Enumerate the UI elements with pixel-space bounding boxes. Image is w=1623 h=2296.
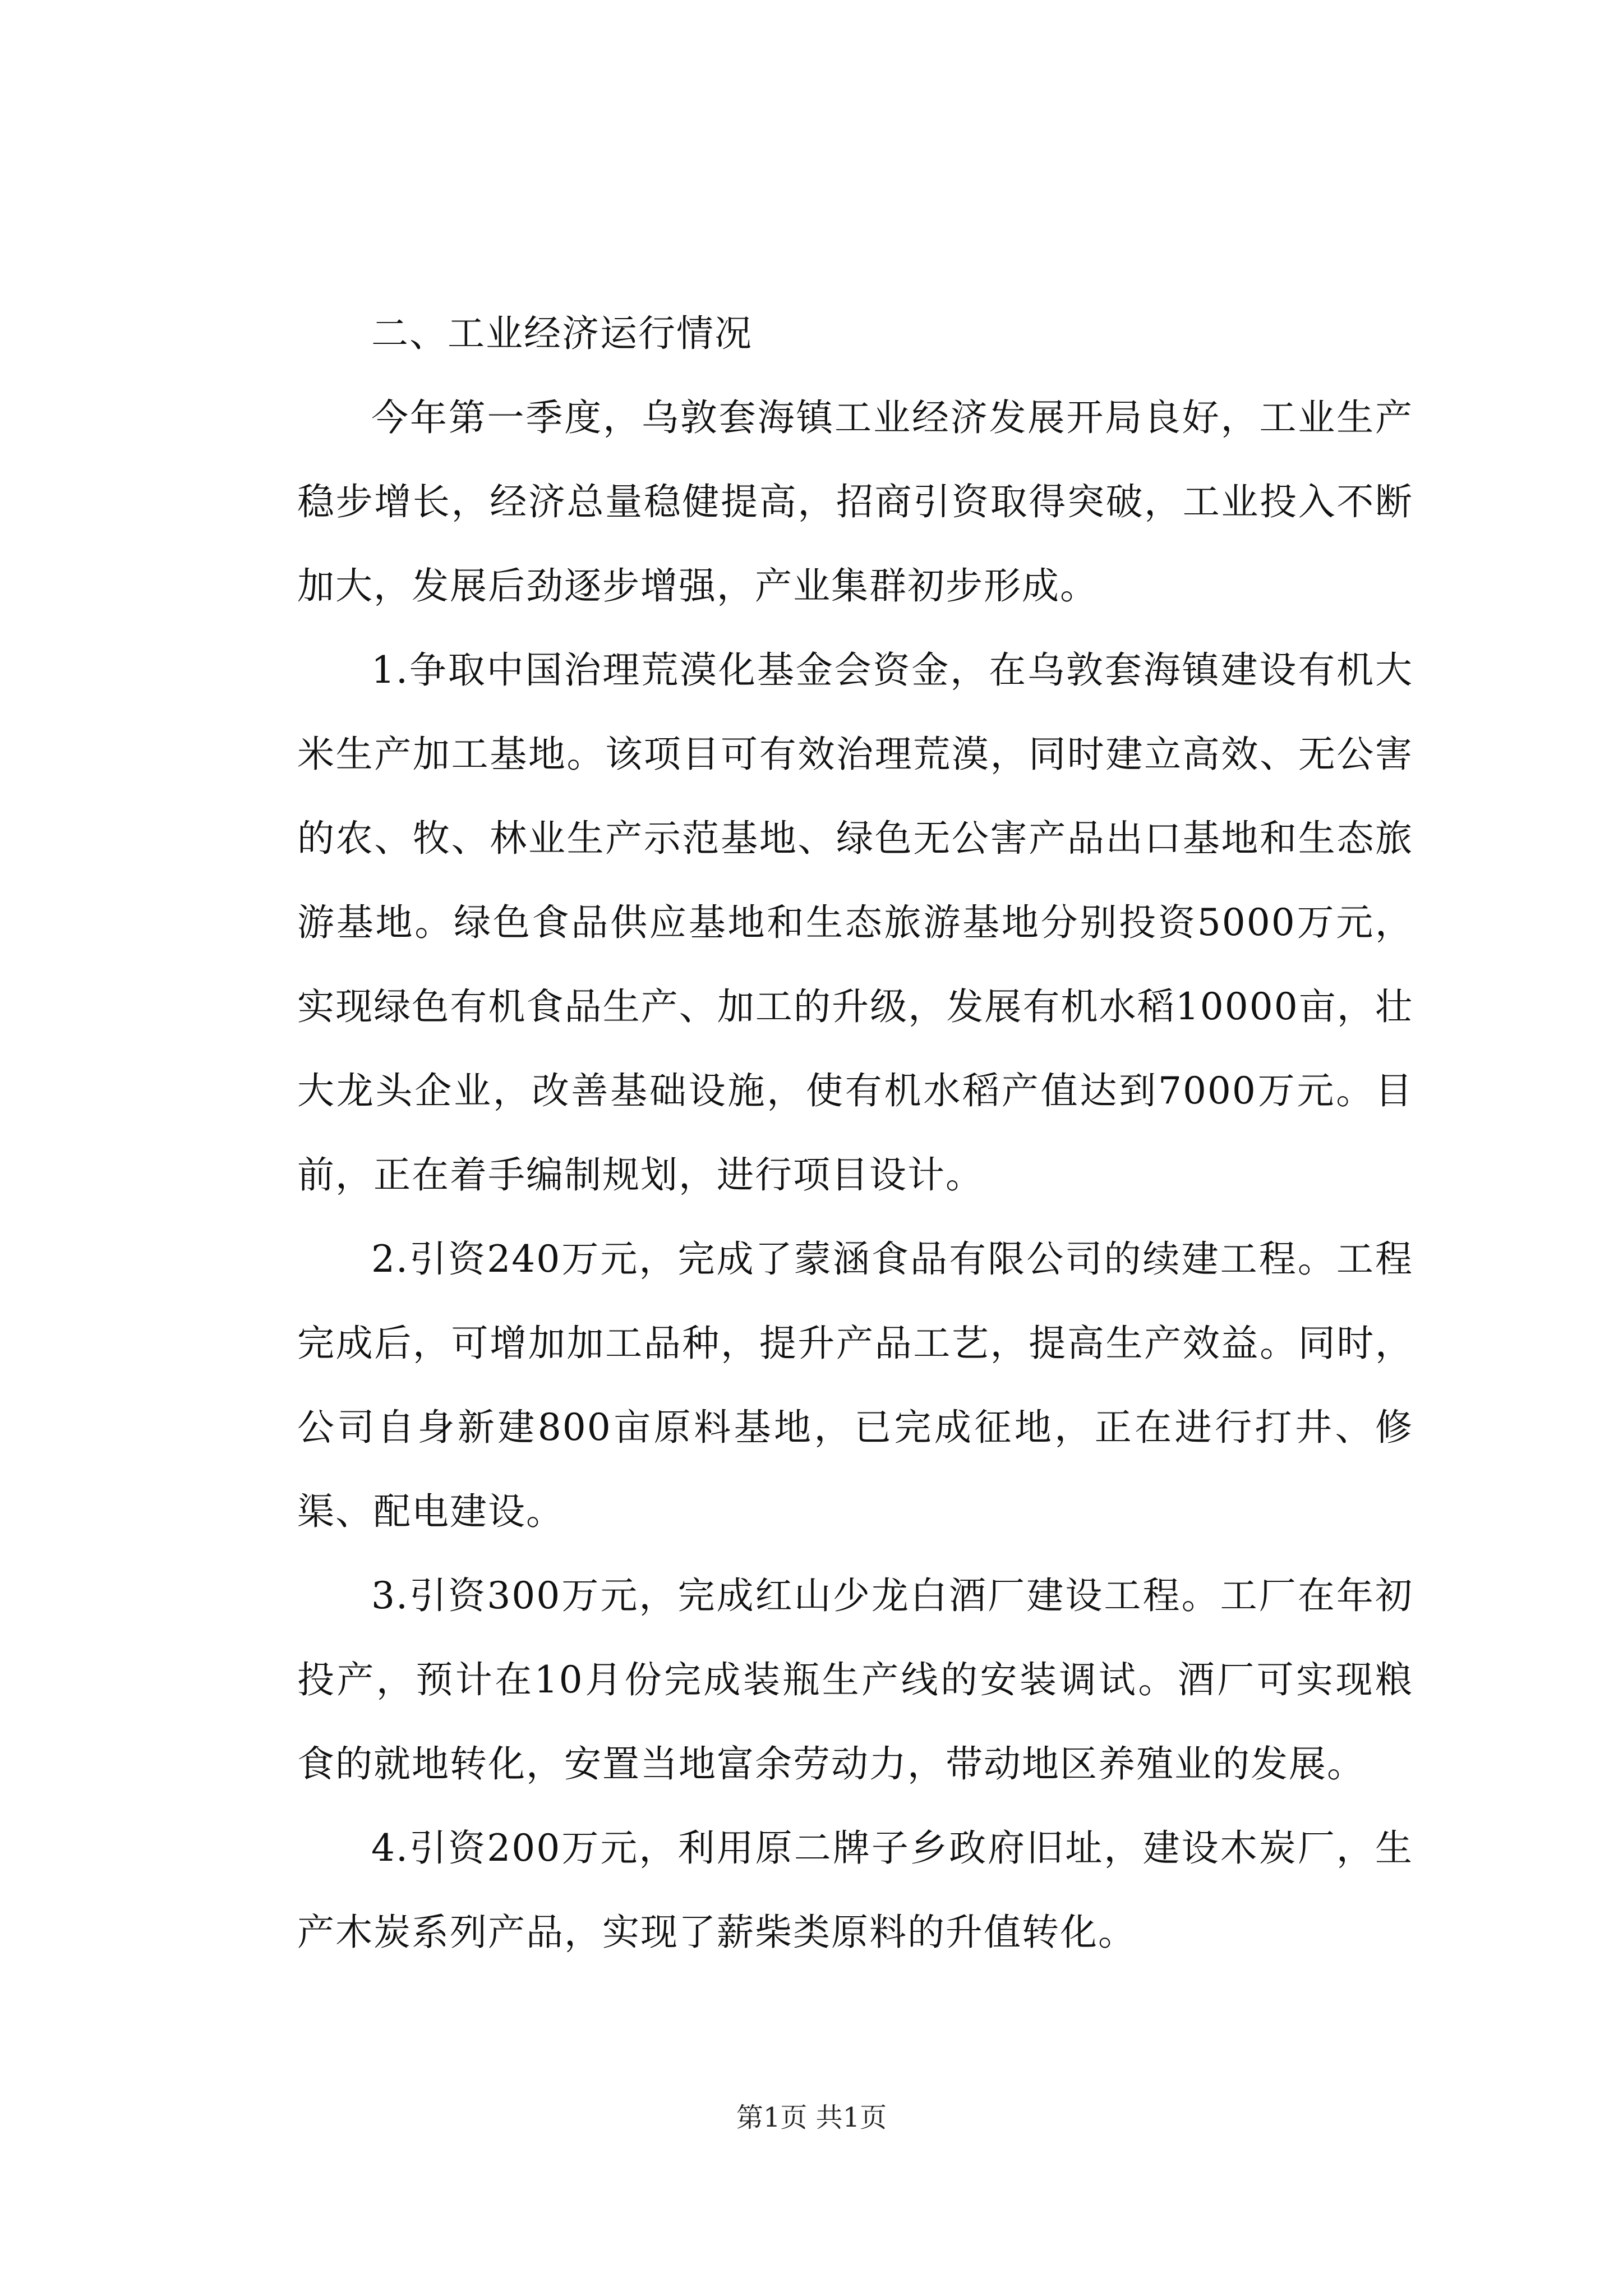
paragraph-item-4: 4.引资200万元，利用原二牌子乡政府旧址，建设木炭厂，生产木炭系列产品，实现了薪柴类原料的升值转化。 (297, 1826, 1413, 1954)
paragraph-item-1: 1.争取中国治理荒漠化基金会资金，在乌敦套海镇建设有机大米生产加工基地。该项目可有效治理荒漠，同时建立高效、无公害的农、牧、林业生产示范基地、绿色无公害产品出口基地和生态旅游基地。绿色食品供应基地和生态旅游基地分别投资5000万元，实现绿色有机食品生产、加工的升级，发展有机水稻10000亩，壮大龙头企业，改善基础设施，使有机水稻产值达到7000万元。目前，正在着手编制规划，进行项目设计。 (297, 648, 1413, 1197)
section-heading: 二、工业经济运行情况 (371, 312, 753, 355)
paragraph-intro: 今年第一季度，乌敦套海镇工业经济发展开局良好，工业生产稳步增长，经济总量稳健提高，招商引资取得突破，工业投入不断加大，发展后劲逐步增强，产业集群初步形成。 (297, 396, 1413, 608)
paragraph-item-2: 2.引资240万元，完成了蒙涵食品有限公司的续建工程。工程完成后，可增加加工品种，提升产品工艺，提高生产效益。同时，公司自身新建800亩原料基地，已完成征地，正在进行打井、修渠、配电建设。 (297, 1237, 1413, 1533)
paragraph-item-3: 3.引资300万元，完成红山少龙白酒厂建设工程。工厂在年初投产，预计在10月份完成装瓶生产线的安装调试。酒厂可实现粮食的就地转化，安置当地富余劳动力，带动地区养殖业的发展。 (297, 1574, 1413, 1786)
document-body (297, 292, 1413, 1975)
page-footer: 第1页 共1页 (736, 2102, 887, 2133)
